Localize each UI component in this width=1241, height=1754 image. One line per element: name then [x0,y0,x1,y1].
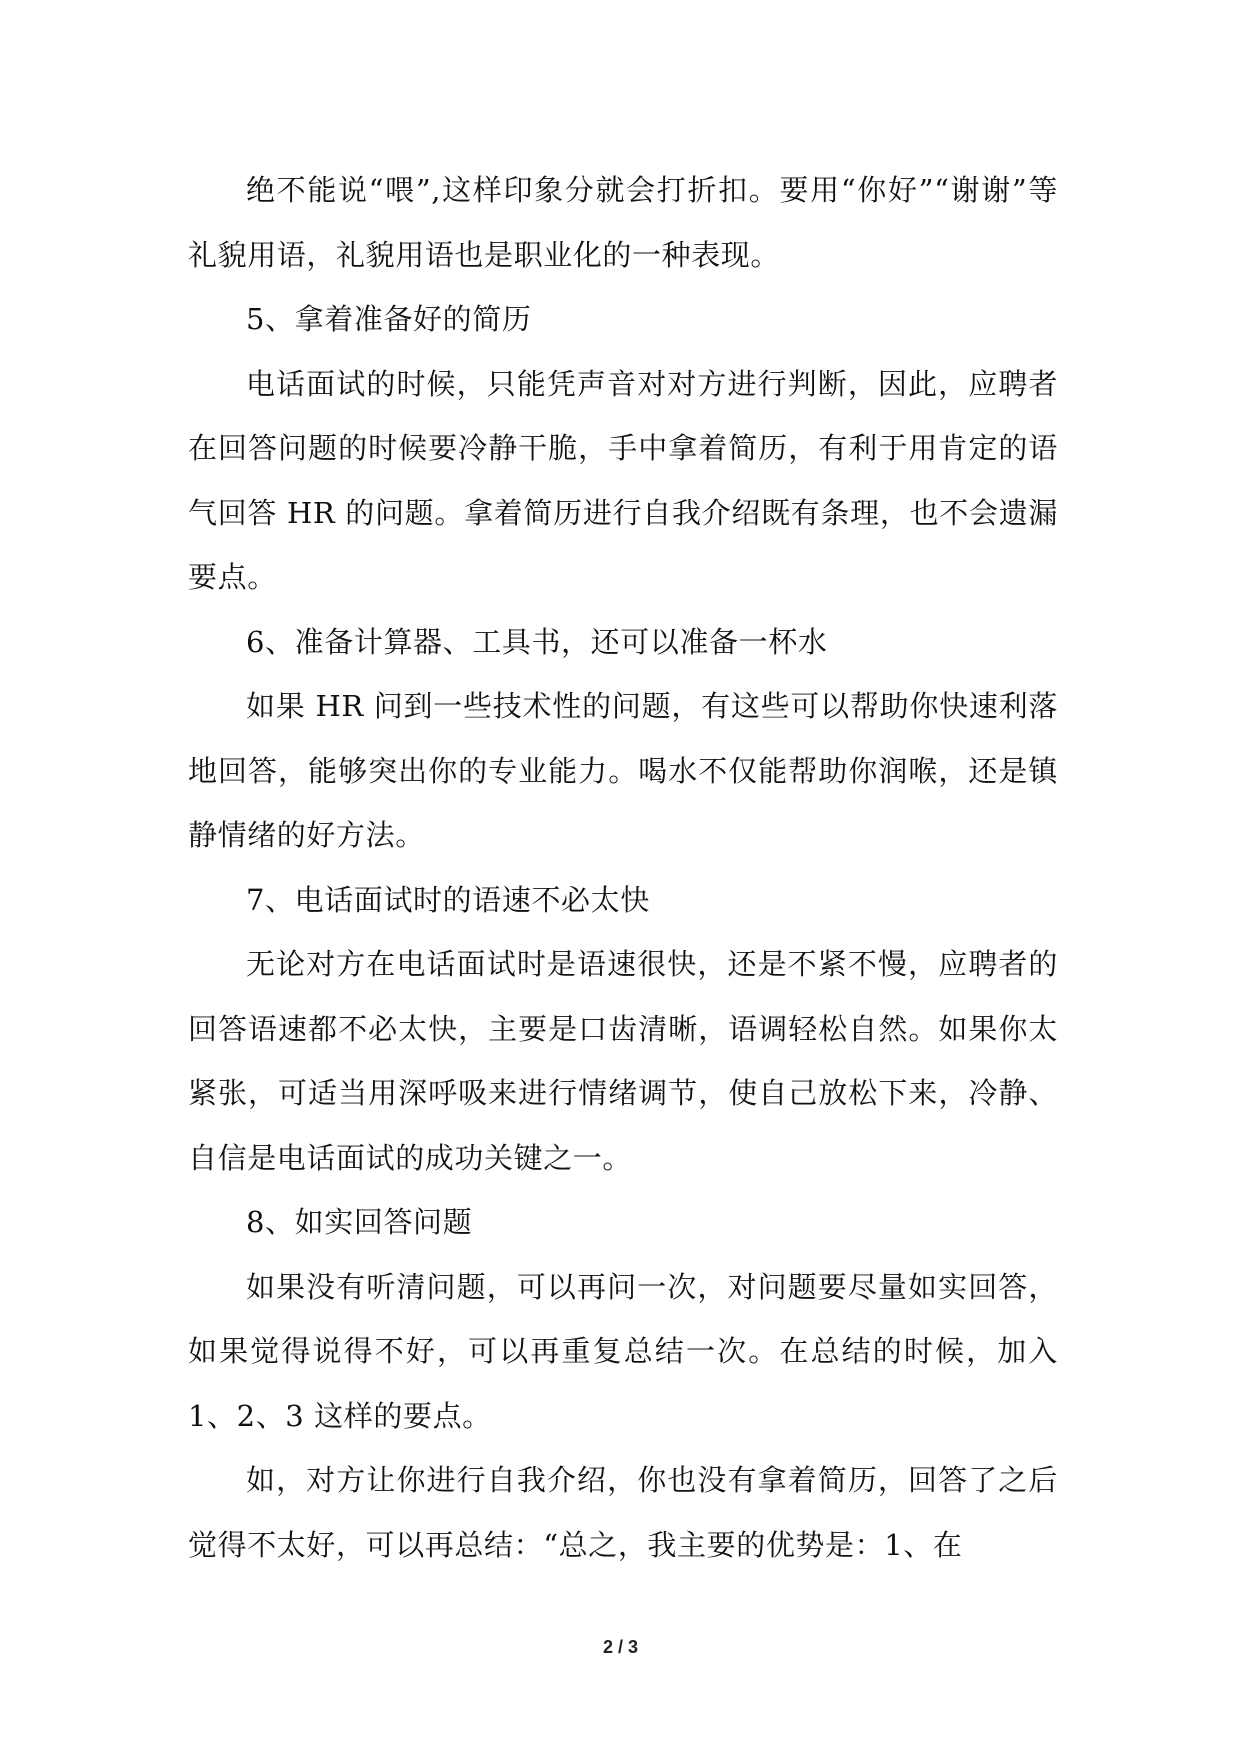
paragraph-tip-7: 无论对方在电话面试时是语速很快，还是不紧不慢，应聘者的回答语速都不必太快，主要是口齿清晰，语调轻松自然。如果你太紧张，可适当用深呼吸来进行情绪调节，使自己放松下来，冷静、自信是电话面试的成功关键之一。 [188,947,1058,1175]
heading-tip-5: 5、拿着准备好的简历 [246,302,532,336]
heading-tip-7: 7、电话面试时的语速不必太快 [246,882,650,917]
paragraph-tip-8: 如果没有听清问题，可以再问一次，对问题要尽量如实回答，如果觉得说得不好，可以再重复总结一次。在总结的时候，加入 1、2、3 这样的要点。 [188,1269,1058,1433]
heading-tip-6: 6、准备计算器、工具书，还可以准备一杯水 [246,624,828,659]
paragraph-tip-5: 电话面试的时候，只能凭声音对对方进行判断，因此，应聘者在回答问题的时候要冷静干脆，手中拿着简历，有利于用肯定的语气回答 HR 的问题。拿着简历进行自我介绍既有条理，也不会遗漏要点。 [188,366,1058,594]
document-body [188,158,1058,1577]
page-number: 2 / 3 [602,1637,639,1657]
paragraph-courtesy: 绝不能说“喂”,这样印象分就会打折扣。要用“你好”“谢谢”等礼貌用语，礼貌用语也是职业化的一种表现。 [188,173,1058,272]
paragraph-tip-6: 如果 HR 问到一些技术性的问题，有这些可以帮助你快速利落地回答，能够突出你的专业能力。喝水不仅能帮助你润喉，还是镇静情绪的好方法。 [188,689,1058,852]
paragraph-example: 如，对方让你进行自我介绍，你也没有拿着简历，回答了之后觉得不太好，可以再总结：“总之，我主要的优势是：1、在 [188,1463,1058,1562]
heading-tip-8: 8、如实回答问题 [246,1205,473,1239]
